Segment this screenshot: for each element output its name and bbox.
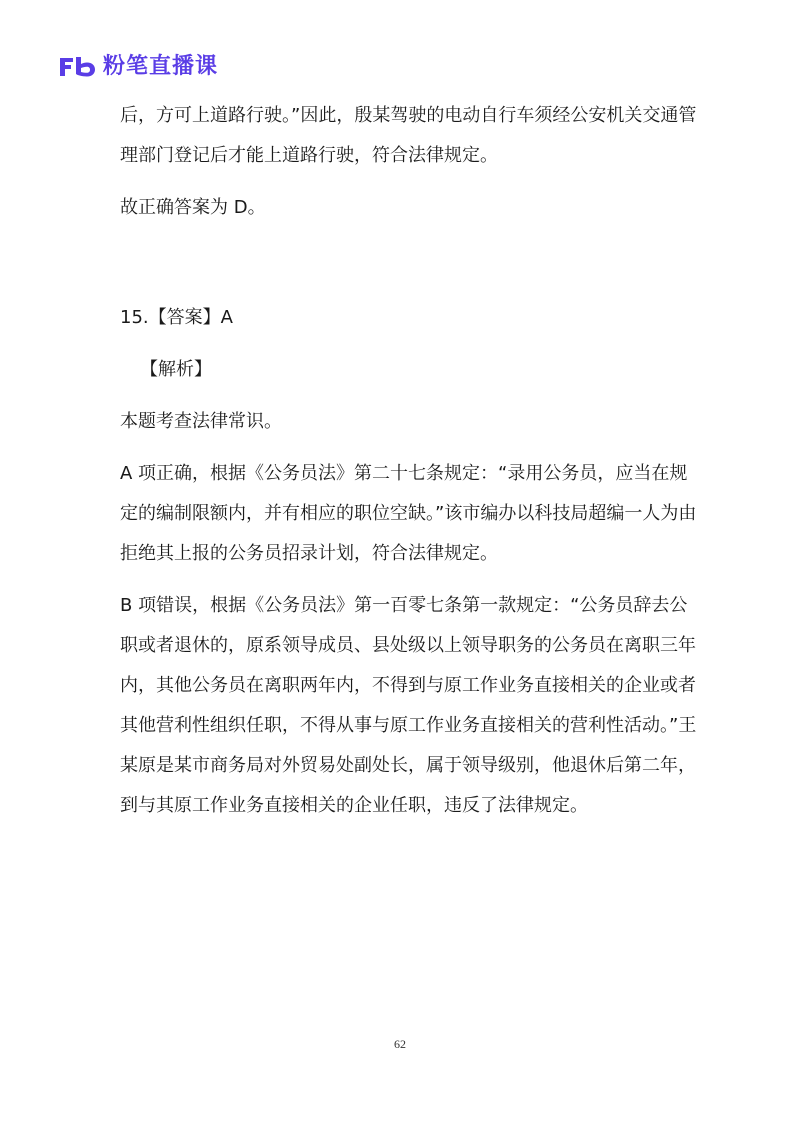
question-answer-heading: 15.【答案】A xyxy=(120,307,233,328)
option-a-explanation: A 项正确，根据《公务员法》第二十七条规定：“录用公务员，应当在规定的编制限额内，并有相应的职位空缺。”该市编办以科技局超编一人为由拒绝其上报的公务员招录计划，符合法律规定。 xyxy=(120,463,697,564)
document-body xyxy=(120,96,700,826)
answer-conclusion: 故正确答案为 D。 xyxy=(120,197,266,218)
brand-name: 粉笔直播课 xyxy=(103,54,219,79)
analysis-heading: 【解析】 xyxy=(140,359,212,380)
fenbi-logo-icon xyxy=(57,54,97,80)
header xyxy=(57,52,218,82)
option-b-explanation: B 项错误，根据《公务员法》第一百零七条第一款规定：“公务员辞去公职或者退休的，原系领导成员、县处级以上领导职务的公务员在离职三年内，其他公务员在离职两年内，不得到与原工作业务直接相关的企业或者其他营利性组织任职，不得从事与原工作业务直接相关的营利性活动。”王某原是某市商务局对外贸易处副处长，属于领导级别，他退休后第二年，到与其原工作业务直接相关的企业任职，违反了法律规定。 xyxy=(120,595,697,816)
paragraph-continuation: 后，方可上道路行驶。”因此，殷某驾驶的电动自行车须经公安机关交通管理部门登记后才能上道路行驶，符合法律规定。 xyxy=(120,105,697,166)
topic-statement: 本题考查法律常识。 xyxy=(120,411,282,432)
page-number: 62 xyxy=(394,1037,406,1051)
